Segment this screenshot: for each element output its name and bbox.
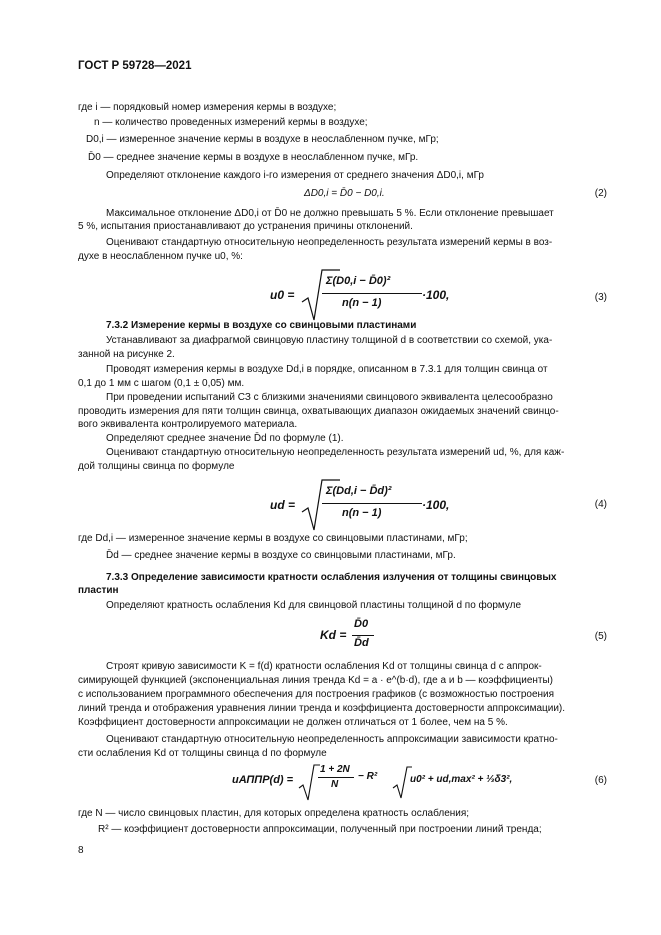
- formula-3: [270, 266, 470, 324]
- formula-lhs: ud =: [270, 498, 296, 512]
- formula-numerator: Σ(D0,i − D̄0)²: [326, 275, 391, 287]
- text-line: R² — коэффициент достоверности аппроксимации, полученный при построении линий тренда;: [98, 824, 542, 835]
- formula-denominator: n(n − 1): [342, 297, 382, 309]
- formula-tail: ·100,: [422, 288, 450, 302]
- formula-lhs: Kd =: [320, 628, 347, 642]
- equation-number: (2): [594, 188, 607, 199]
- formula-radicand: u0² + ud,max² + ⅓δ3²,: [410, 774, 513, 785]
- text-line: Строят кривую зависимости K = f(d) кратности ослабления Kd от толщины свинца d с аппрок-: [106, 661, 542, 672]
- text-line: Устанавливают за диафрагмой свинцовую пластину толщиной d в соответствии со схемой, ука-: [106, 335, 553, 346]
- section-heading-7-3-3-cont: пластин: [78, 585, 119, 596]
- text-line: симирующей функцией (экспоненциальная линия тренда Kd = a · e^(b·d), где a и b — коэффициенты): [78, 675, 553, 686]
- formula-numerator: 1 + 2N: [320, 764, 350, 775]
- text-line: где N — число свинцовых пластин, для которых определена кратность ослабления;: [78, 808, 470, 819]
- fraction-bar: [318, 777, 354, 778]
- fraction-bar: [322, 293, 422, 294]
- sqrt-sign: [298, 764, 320, 802]
- text-line: линий тренда и отображения уравнения линии тренда и коэффициента достоверности аппроксимации).: [78, 703, 566, 714]
- formula-lhs: uАППР(d) =: [232, 774, 294, 786]
- formula-denominator: N: [331, 779, 339, 790]
- equation-2: ΔD0,i = D̄0 − D0,i.: [304, 188, 385, 199]
- standard-header: ГОСТ Р 59728—2021: [78, 60, 192, 72]
- text-line: Оценивают стандартную относительную неопределенность аппроксимации зависимости кратно-: [106, 734, 558, 745]
- equation-number: (3): [594, 292, 607, 303]
- formula-6: [232, 762, 522, 802]
- text-line: Определяют отклонение каждого i-го измерения от среднего значения ΔD0,i, мГр: [106, 170, 484, 181]
- equation-number: (5): [594, 631, 607, 642]
- formula-numerator: D̄0: [354, 618, 369, 630]
- text-line: D0,i — измеренное значение кермы в воздухе в неослабленном пучке, мГр;: [86, 134, 439, 145]
- text-line: Определяют среднее значение D̄d по формуле (1).: [106, 433, 344, 444]
- text-line: Определяют кратность ослабления Kd для свинцовой пластины толщиной d по формуле: [106, 600, 522, 611]
- text-line: n — количество проведенных измерений кермы в воздухе;: [94, 117, 368, 128]
- sqrt-sign: [392, 766, 412, 800]
- equation-number: (6): [594, 775, 607, 786]
- text-line: духе в неослабленном пучке u0, %:: [78, 251, 243, 262]
- formula-tail: ·100,: [422, 498, 450, 512]
- page-number: 8: [78, 845, 84, 856]
- text-line: Максимальное отклонение ΔD0,i от D̄0 не должно превышать 5 %. Если отклонение превышает: [106, 208, 554, 219]
- formula-lhs: u0 =: [270, 288, 295, 302]
- formula-numerator: Σ(Dd,i − D̄d)²: [326, 485, 392, 497]
- text-line: где Dd,i — измеренное значение кермы в воздухе со свинцовыми пластинами, мГр;: [78, 533, 468, 544]
- text-line: D̄0 — среднее значение кермы в воздухе в неослабленном пучке, мГр.: [88, 152, 419, 163]
- text-line: где i — порядковый номер измерения кермы в воздухе;: [78, 102, 337, 113]
- text-line: Коэффициент достоверности аппроксимации не должен отличаться от 1 более, чем на 5 %.: [78, 717, 508, 728]
- formula-5: [320, 618, 400, 654]
- text-line: дой толщины свинца по формуле: [78, 461, 235, 472]
- text-line: занной на рисунке 2.: [78, 349, 175, 360]
- fraction-bar: [322, 503, 422, 504]
- formula-denominator: D̄d: [354, 637, 369, 649]
- section-heading-7-3-2: 7.3.2 Измерение кермы в воздухе со свинцовыми пластинами: [106, 320, 417, 331]
- formula-tail: − R²: [358, 771, 378, 782]
- equation-number: (4): [594, 499, 607, 510]
- text-line: При проведении испытаний СЗ с близкими значениями свинцового эквивалента целесообразно: [106, 392, 553, 403]
- section-heading-7-3-3: 7.3.3 Определение зависимости кратности ослабления излучения от толщины свинцовых: [106, 572, 557, 583]
- text-line: Оценивают стандартную относительную неопределенность результата измерений кермы в воз-: [106, 237, 553, 248]
- text-line: сти ослабления Kd от толщины свинца d по формуле: [78, 748, 327, 759]
- text-line: Проводят измерения кермы в воздухе Dd,i в порядке, описанном в 7.3.1 для толщин свинца от: [106, 364, 548, 375]
- text-line: Оценивают стандартную относительную неопределенность результата измерений ud, %, для каж-: [106, 447, 565, 458]
- fraction-bar: [352, 635, 374, 636]
- formula-denominator: n(n − 1): [342, 507, 382, 519]
- text-line: 0,1 до 1 мм с шагом (0,1 ± 0,05) мм.: [78, 378, 245, 389]
- text-line: D̄d — среднее значение кермы в воздухе со свинцовыми пластинами, мГр.: [106, 550, 456, 561]
- text-line: вого эквивалента контролируемого материала.: [78, 419, 298, 430]
- formula-4: [270, 476, 470, 534]
- text-line: с использованием программного обеспечения для построения графиков (с возможностью построения: [78, 689, 555, 700]
- text-line: проводить измерения для пяти толщин свинца, охватывающих диапазон ожидаемых значений свинцо-: [78, 406, 559, 417]
- text-line: 5 %, испытания приостанавливают до устранения причины отклонений.: [78, 221, 413, 232]
